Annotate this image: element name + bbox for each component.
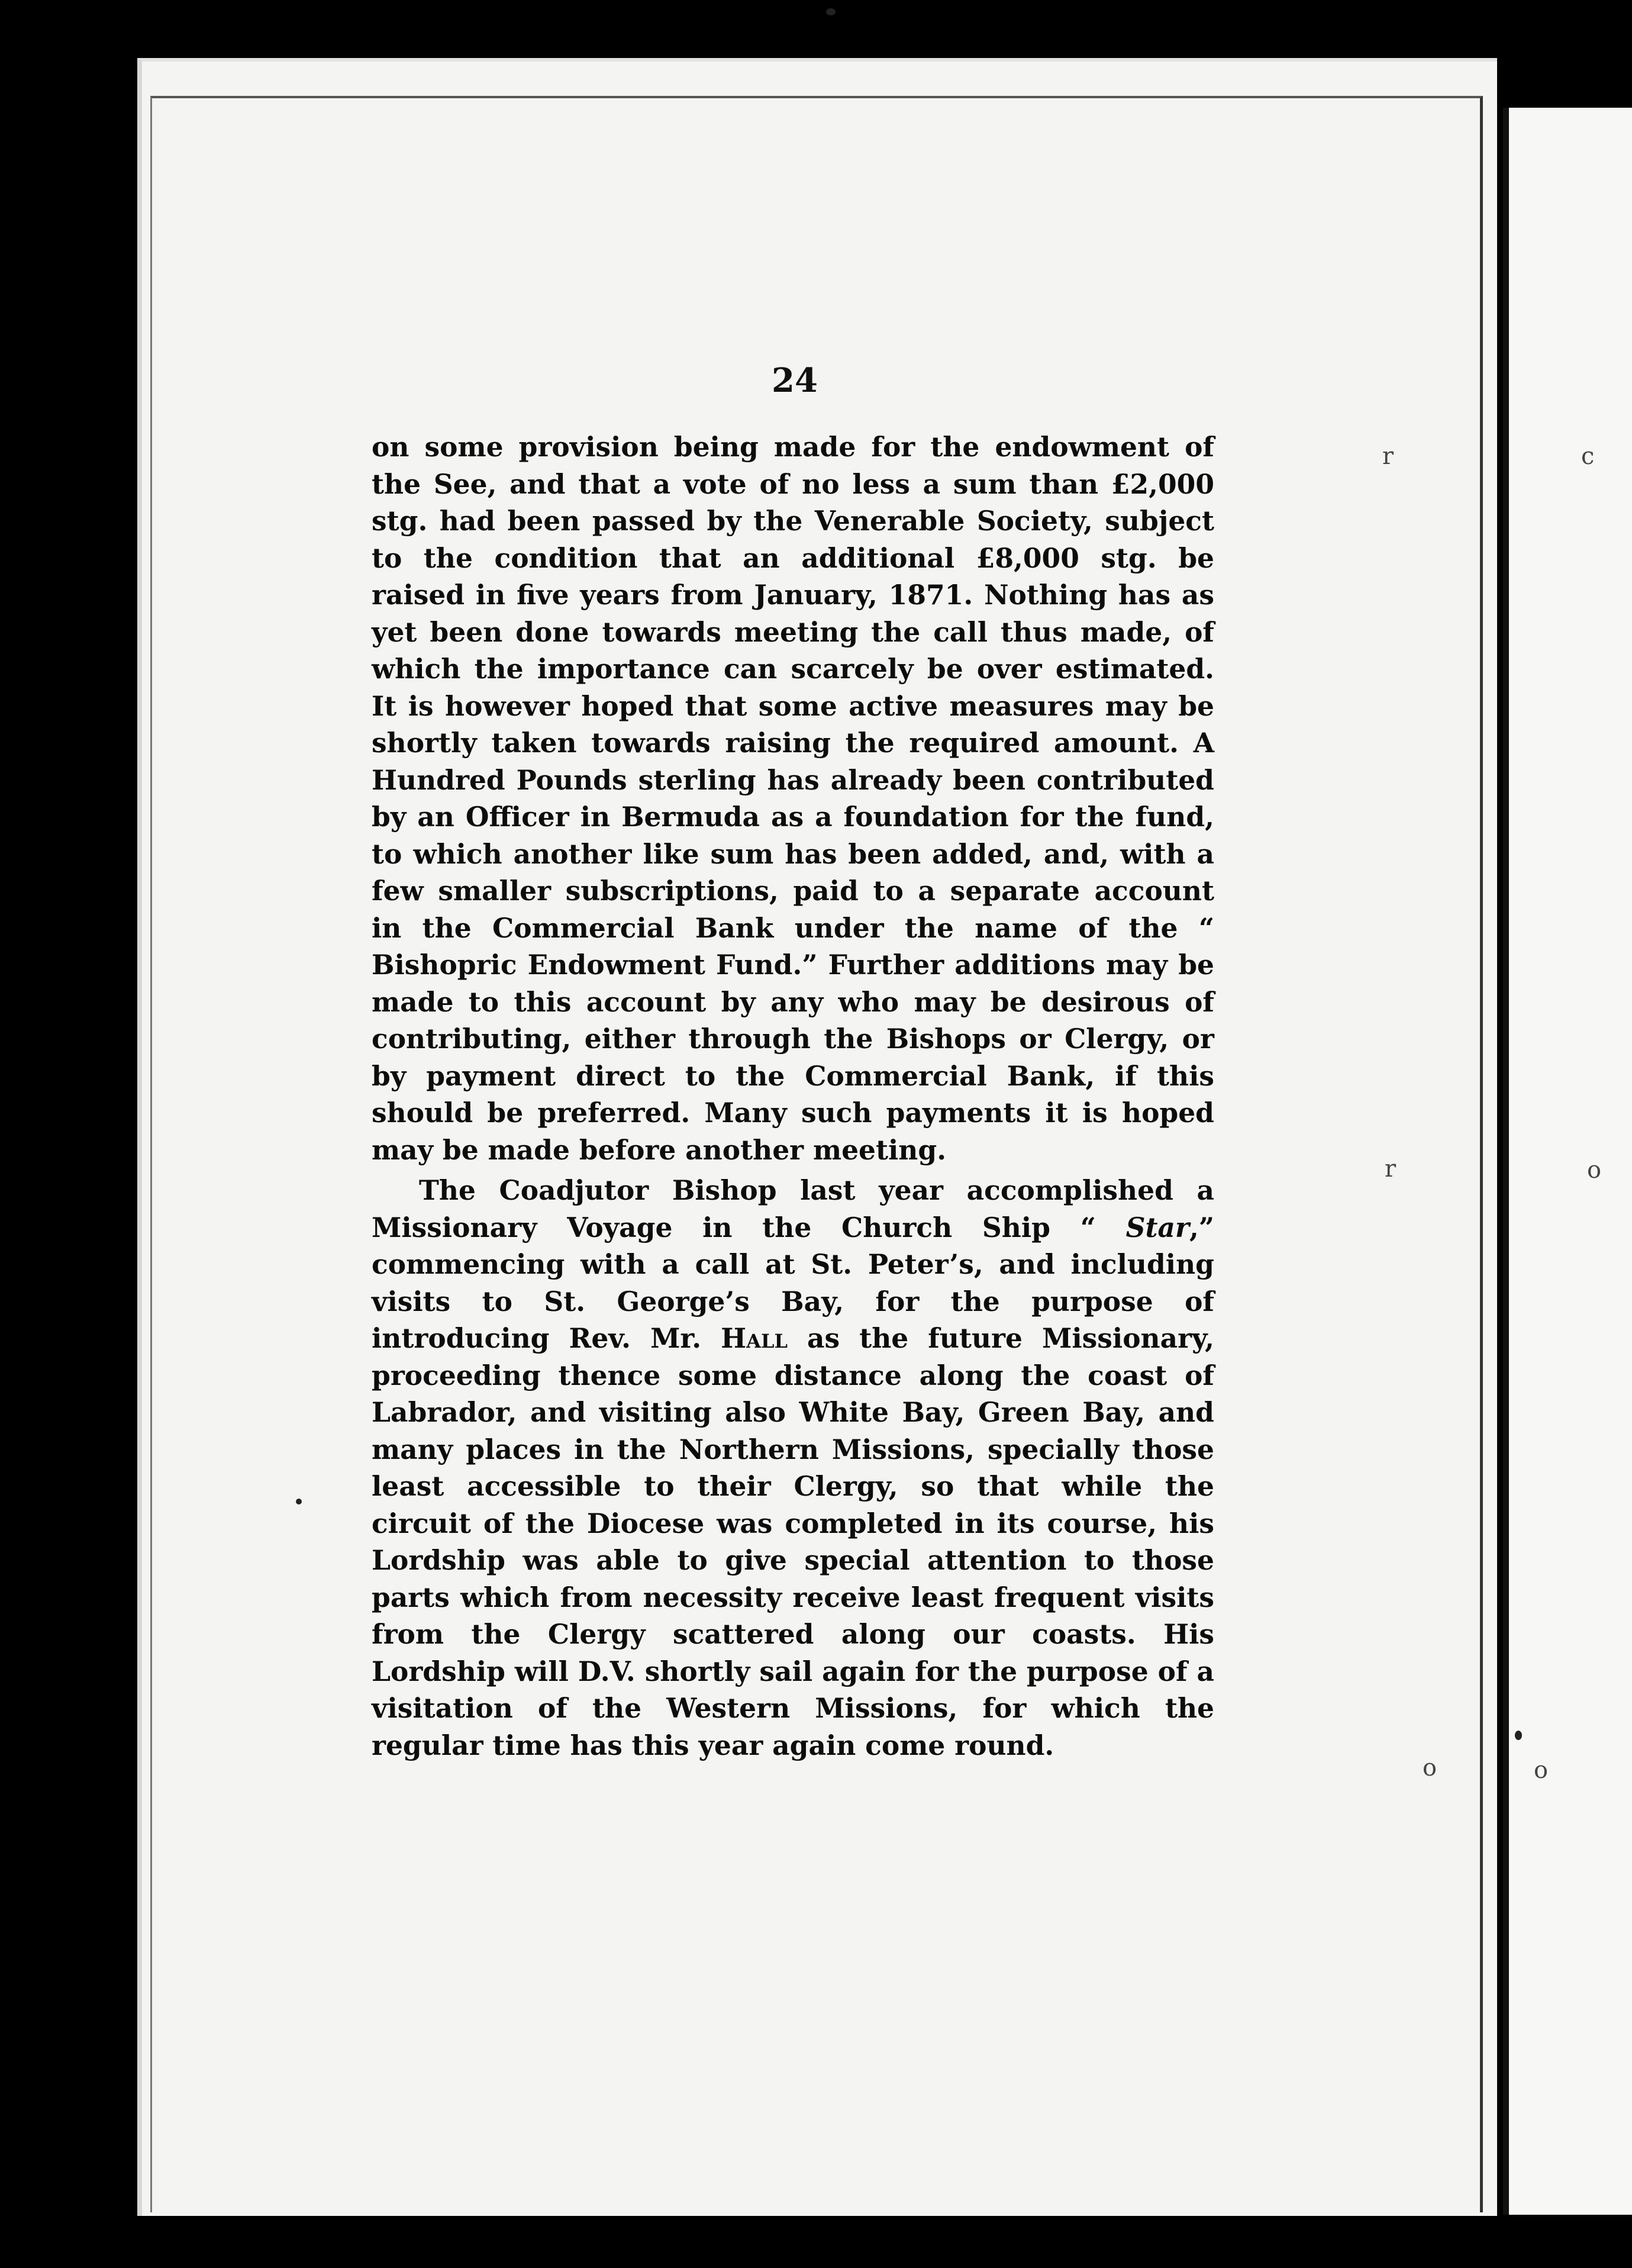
paragraph bbox=[372, 429, 1214, 1168]
scan-speck bbox=[1515, 1731, 1522, 1740]
bleed-through-mark: o bbox=[1587, 1156, 1602, 1184]
paragraph bbox=[372, 1172, 1214, 1764]
body-text bbox=[372, 429, 1214, 1764]
text-run: on some provision being made for the endowment of the See, and that a vote of no less a sum than £2,000 stg. had been passed by the Venerable Society, subject to the condition that an additional £8,000 stg. be raised in five years from January, 1871. Nothing has as yet been done towards meeting the call thus made, of which the importance can scarcely be over estimated. It is however hoped that some active measures may be shortly taken towards raising the required amount. A Hundred Pounds sterling has already been contributed by an Officer in Bermuda as a foundation for the fund, to which another like sum has been added, and, with a few smaller subscriptions, paid to a separate account in the Commercial Bank under the name of the “ Bishopric Endowment Fund.” Further additions may be made to this account by any who may be desirous of contributing, either through the Bishops or Clergy, or by payment direct to the Commercial Bank, if this should be preferred. Many such payments it is hoped may be made before another meeting. bbox=[372, 431, 1214, 1166]
scan-speck bbox=[826, 8, 836, 15]
ship-name: Star bbox=[1125, 1211, 1189, 1243]
bleed-through-mark: c bbox=[1581, 443, 1595, 470]
bleed-through-mark: o bbox=[1423, 1754, 1437, 1781]
text-run: The Coadjutor Bishop last year accomplished a Missionary Voyage in the Church Ship “ bbox=[372, 1174, 1214, 1243]
facing-page-edge bbox=[1503, 108, 1632, 2215]
scan-speck bbox=[296, 1499, 302, 1505]
bleed-through-mark: r bbox=[1382, 443, 1394, 470]
page-number: 24 bbox=[772, 361, 818, 400]
bleed-through-mark: o bbox=[1534, 1757, 1549, 1784]
text-run: as the future Missionary, proceeding thence some distance along the coast of Labrador, and visiting also White Bay, Green Bay, and many places in the Northern Missions, specially those least accessible to their Clergy, so that while the circuit of the Diocese was completed in its course, his Lordship was able to give special attention to those parts which from necessity receive least frequent visits from the Clergy scattered along our coasts. His Lordship will D.V. shortly sail again for the purpose of a visitation of the Western Missions, for which the regular time has this year again come round. bbox=[372, 1322, 1215, 1761]
person-name: Hall bbox=[721, 1322, 788, 1354]
text-run: ,” commencing with a call at St. Peter’s, and including visits to St. George’s Bay, for the purpose of introducing Rev. Mr. bbox=[372, 1211, 1214, 1354]
bleed-through-mark: r bbox=[1385, 1155, 1396, 1183]
